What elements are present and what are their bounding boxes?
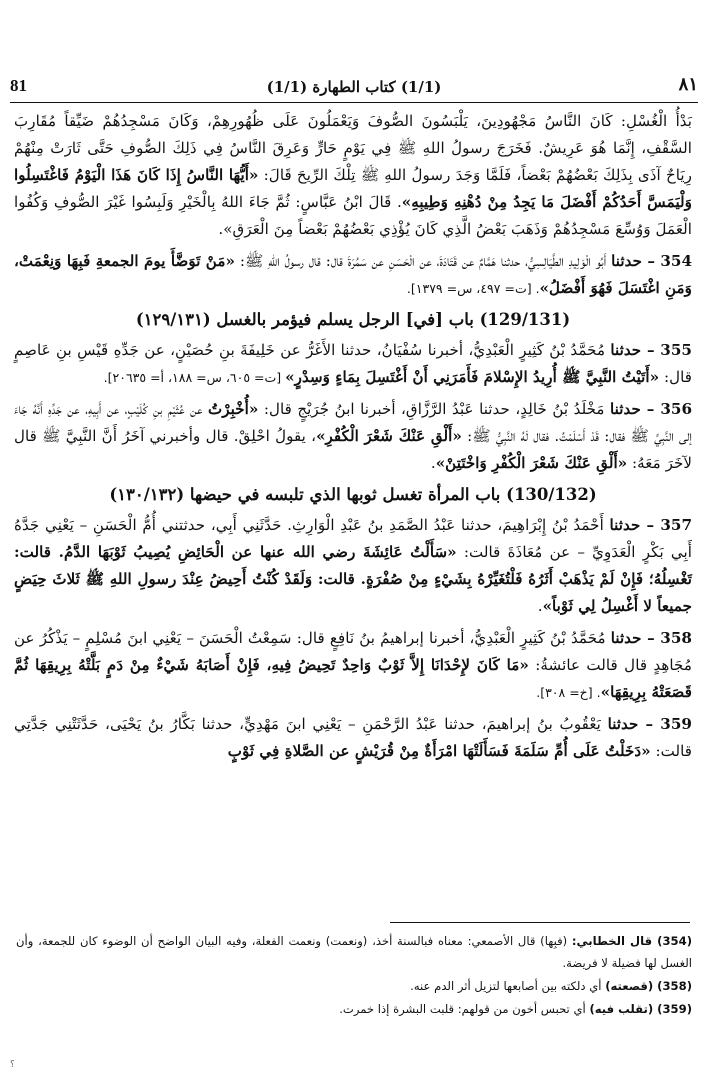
hadith-number: 358 – حدثنا bbox=[610, 629, 692, 647]
running-title: (1/1) كتاب الطهارة (1/1) bbox=[266, 78, 442, 96]
footnote-358: (358) (قصعته) أي دلكته بين أصابعها لتزيل أثر الدم عنه. bbox=[410, 979, 692, 993]
hadith-number: 356 – حدثنا bbox=[610, 400, 693, 418]
chapter-heading-129: (129/131) باب [في] الرجل يسلم فيؤمر بالغسل (١٢٩/١٣١) bbox=[135, 310, 571, 329]
hadith-358: 358 – حدثنا مُحَمَّدُ بْنُ كَثِيرٍ الْعَبْدِيُّ، أخبرنا إبراهيمُ بنُ نَافِعٍ قال: سَمِعْتُ الْحَسَنَ – يَعْنِي ابنَ مُسْلِمٍ – يَذْكُرُ عن مُجَاهِدٍ قال قالت عائشةُ: «مَا كَانَ لإِحْدَانَا إِلاَّ ثَوْبٌ وَاحِدٌ تَحِيضُ فِيهِ، فَإِنْ أَصَابَهُ شَيْءٌ مِنْ دَمٍ بَلَّتْهُ بِرِيقِهَا ثُمَّ قَصَعَتْهُ بِرِيقِهَا». [خ= ٣٠٨]. bbox=[14, 629, 692, 701]
reference: . [ت= ٤٩٧، س= ١٣٧٩]. bbox=[406, 281, 540, 296]
hadith-quote: «أَيُّهَا النَّاسُ إِذَا كَانَ هَذَا الْيَوْمُ فَاغْتَسِلُوا وَلْيَمَسَّ أَحَدُكُمْ أَفْضَلَ مَا يَجِدُ مِنْ دُهْنِهِ وَطِيبِهِ» bbox=[14, 166, 692, 211]
hadith-356: 356 – حدثنا مَخْلَدُ بْنُ خَالِدٍ، حدثنا عَبْدُ الرَّزَّاقِ، أخبرنا ابنُ جُرَيْجٍ قال: «أُخْبِرْتُ عن عُثَيْمِ بنِ كُلَيْبٍ، عن أَبِيهِ، عن جَدِّهِ أَنَّهُ جَاءَ إلى النَّبِيِّ ﷺ فقال: قَدْ أَسْلَمْتُ. فقال لَهُ النَّبِيُّ ﷺ: «أَلْقِ عَنْكَ شَعْرَ الْكُفْرِ»، يقولُ احْلِقْ. قال وأخبرني آخَرُ أَنَّ النَّبِيَّ ﷺ قال لآخَرَ مَعَهُ: «أَلْقِ عَنْكَ شَعْرَ الْكُفْرِ وَاخْتَتِنْ». bbox=[14, 400, 693, 472]
hadith-number: 355 – حدثنا bbox=[610, 341, 692, 359]
page-number-latin: 81 bbox=[10, 76, 27, 95]
intro-paragraph: بَدْأُ الْغُسْلِ: كَانَ النَّاسُ مَجْهُودِينَ، يَلْبَسُونَ الصُّوفَ وَيَعْمَلُونَ عَلَى ظُهُورِهِمْ، وَكَانَ مَسْجِدُهُمْ ضَيِّقاً مُقَارِبَ السَّقْفِ، إِنَّمَا هُوَ عَرِيشٌ. فَخَرَجَ رسولُ اللهِ ﷺ فِي يَوْمٍ حَارٍّ وَعَرِقَ النَّاسُ فِي ذَلِكَ الصُّوفِ حَتَّى ثَارَتْ مِنْهُمْ رِيَاحٌ آذَى بِذَلِكَ بَعْضُهُمْ بَعْضاً، فَلَمَّا وَجَدَ رسولُ اللهِ ﷺ تِلْكَ الرِّيحَ قَالَ: «أَيُّهَا النَّاسُ إِذَا كَانَ هَذَا الْيَوْمُ فَاغْتَسِلُوا وَلْيَمَسَّ أَحَدُكُمْ أَفْضَلَ مَا يَجِدُ مِنْ دُهْنِهِ وَطِيبِهِ». قَالَ ابْنُ عَبَّاسٍ: ثُمَّ جَاءَ اللهُ بِالْخَيْرِ وَلَبِسُوا غَيْرَ الصُّوفِ وَكُفُوا الْعَمَلَ وَوُسِّعَ مَسْجِدُهُمْ وَذَهَبَ بَعْضُ الَّذِي كَانَ يُؤْذِي بَعْضُهُمْ بَعْضاً مِنَ الْعَرَقِ». bbox=[14, 112, 692, 238]
hadith-quote: «أَتَيْتُ النَّبِيَّ ﷺ أُرِيدُ الإِسْلامَ فَأَمَرَنِي أَنْ أَغْتَسِلَ بِمَاءٍ وَسِدْرٍ» bbox=[285, 368, 660, 386]
chapter-heading-130: (130/132) باب المرأة تغسل ثوبها الذي تلبسه في حيضها (١٣٠/١٣٢) bbox=[109, 485, 597, 504]
hadith-number: 354 – حدثنا bbox=[611, 252, 693, 270]
hadith-quote: «سَأَلْتُ عَائِشَةَ رضي الله عنها عن الْحَائِضِ يُصِيبُ ثَوْبَهَا الدَّمُ. قالت: تَغْسِلُهُ؛ فَإِنْ لَمْ يَذْهَبْ أَثَرُهُ فَلْتُغَيِّرْهُ بِشَيْءٍ مِنْ صُفْرَةٍ. قالت: وَلَقَدْ كُنْتُ أَحِيضُ عِنْدَ رسولِ اللهِ ﷺ ثَلاثَ حِيَضٍ جميعاً لا أَغْسِلُ لِي ثَوْباً» bbox=[14, 543, 692, 615]
hadith-quote: «أُخْبِرْتُ bbox=[207, 400, 259, 418]
hadith-quote: «أَلْقِ عَنْكَ شَعْرَ الْكُفْرِ وَاخْتَتِنْ» bbox=[435, 454, 628, 472]
hadith-quote: «دَخَلْتُ عَلَى أُمِّ سَلَمَةَ فَسَأَلَتْهَا امْرَأَةٌ مِنْ قُرَيْشٍ عن الصَّلاةِ فِي ثَوْبٍ bbox=[227, 742, 651, 760]
footnote-359: (359) (تقلب فيه) أي تحبس أخون من قولهم: قلبت البشرة إذا خمرت. bbox=[339, 1002, 692, 1016]
hadith-quote: «مَا كَانَ لإِحْدَانَا إِلاَّ ثَوْبٌ وَاحِدٌ تَحِيضُ فِيهِ، فَإِنْ أَصَابَهُ شَيْءٌ مِنْ دَمٍ بَلَّتْهُ بِرِيقِهَا ثُمَّ قَصَعَتْهُ بِرِيقِهَا» bbox=[14, 656, 692, 701]
hadith-number: 359 – حدثنا bbox=[607, 715, 692, 733]
hadith-354: 354 – حدثنا أَبُو الْوَلِيدِ الطَّيَالِسِيُّ، حدثنا هَمَّامٌ عن قَتَادَةَ، عن الْحَسَنِ عن سَمُرَةَ قال: قال رسولُ اللهِ ﷺ: «مَنْ تَوَضَّأَ يومَ الجمعةِ فَبِهَا وَنِعْمَتْ، وَمَنِ اغْتَسَلَ فَهُوَ أَفْضَلُ». [ت= ٤٩٧، س= ١٣٧٩]. bbox=[14, 252, 693, 297]
footnote-354: (354) قال الخطابي: (فبِها) قال الأصمعي: معناه فبالسنة أخذ، (ونعمت) ونعمت الفعلة، وفيه البيان الواضح أن الوضوء كان للجمعة، وأن الغسل لها فضيلة لا فريضة. bbox=[16, 934, 692, 970]
footnote-marker: (359) (تقلب فيه) bbox=[589, 1002, 692, 1016]
footnote-marker: (354) قال الخطابي: bbox=[571, 934, 692, 948]
corner-mark: ؟ bbox=[10, 1060, 15, 1070]
footnote-marker: (358) (قصعته) bbox=[605, 979, 692, 993]
hadith-quote: «أَلْقِ عَنْكَ شَعْرَ الْكُفْرِ» bbox=[316, 427, 462, 445]
hadith-quote: «مَنْ تَوَضَّأَ يومَ الجمعةِ فَبِهَا وَنِعْمَتْ، وَمَنِ اغْتَسَلَ فَهُوَ أَفْضَلُ» bbox=[14, 252, 692, 297]
footnotes bbox=[16, 930, 692, 1021]
reference: . [خ= ٣٠٨]. bbox=[536, 685, 601, 700]
hadith-357: 357 – حدثنا أَحْمَدُ بْنُ إِبْرَاهِيمَ، حدثنا عَبْدُ الصَّمَدِ بنُ عَبْدِ الْوَارِثِ. حَدَّثَنِي أَبِي، حدثتني أُمُّ الْحَسَنِ – يَعْنِي جَدَّهُ أَبِي بَكْرٍ الْعَدَوِيِّ – عن مُعَاذَةَ قالت: «سَأَلْتُ عَائِشَةَ رضي الله عنها عن الْحَائِضِ يُصِيبُ ثَوْبَهَا الدَّمُ. قالت: تَغْسِلُهُ؛ فَإِنْ لَمْ يَذْهَبْ أَثَرُهُ فَلْتُغَيِّرْهُ بِشَيْءٍ مِنْ صُفْرَةٍ. قالت: وَلَقَدْ كُنْتُ أَحِيضُ عِنْدَ رسولِ اللهِ ﷺ ثَلاثَ حِيَضٍ جميعاً لا أَغْسِلُ لِي ثَوْباً». bbox=[14, 516, 693, 615]
reference: [ت= ٦٠٥، س= ١٨٨، أ= ٢٠٦٣٥]. bbox=[103, 370, 286, 385]
page-number-arabic: ٨١ bbox=[678, 74, 698, 95]
hadith-359: 359 – حدثنا يَعْقُوبُ بنُ إبراهيمَ، حدثنا عَبْدُ الرَّحْمَنِ – يَعْنِي ابنَ مَهْدِيٍّ، حدثنا بَكَّارُ بنُ يَحْيَى، حَدَّثَتْنِي جَدَّتِي قالت: «دَخَلْتُ عَلَى أُمِّ سَلَمَةَ فَسَأَلَتْهَا امْرَأَةٌ مِنْ قُرَيْشٍ عن الصَّلاةِ فِي ثَوْبٍ bbox=[14, 715, 692, 760]
footnote-divider bbox=[390, 922, 690, 923]
main-text bbox=[14, 108, 692, 770]
page-header bbox=[10, 72, 698, 103]
hadith-355: 355 – حدثنا مُحَمَّدُ بْنُ كَثِيرٍ الْعَبْدِيُّ، أخبرنا سُفْيَانُ، حدثنا الأَغَرُّ عن خَلِيفَةَ بنِ حُصَيْنٍ، عن جَدِّهِ قَيْسِ بنِ عَاصِمٍ قال: «أَتَيْتُ النَّبِيَّ ﷺ أُرِيدُ الإِسْلامَ فَأَمَرَنِي أَنْ أَغْتَسِلَ بِمَاءٍ وَسِدْرٍ» [ت= ٦٠٥، س= ١٨٨، أ= ٢٠٦٣٥]. bbox=[14, 341, 692, 386]
hadith-number: 357 – حدثنا bbox=[609, 516, 693, 534]
